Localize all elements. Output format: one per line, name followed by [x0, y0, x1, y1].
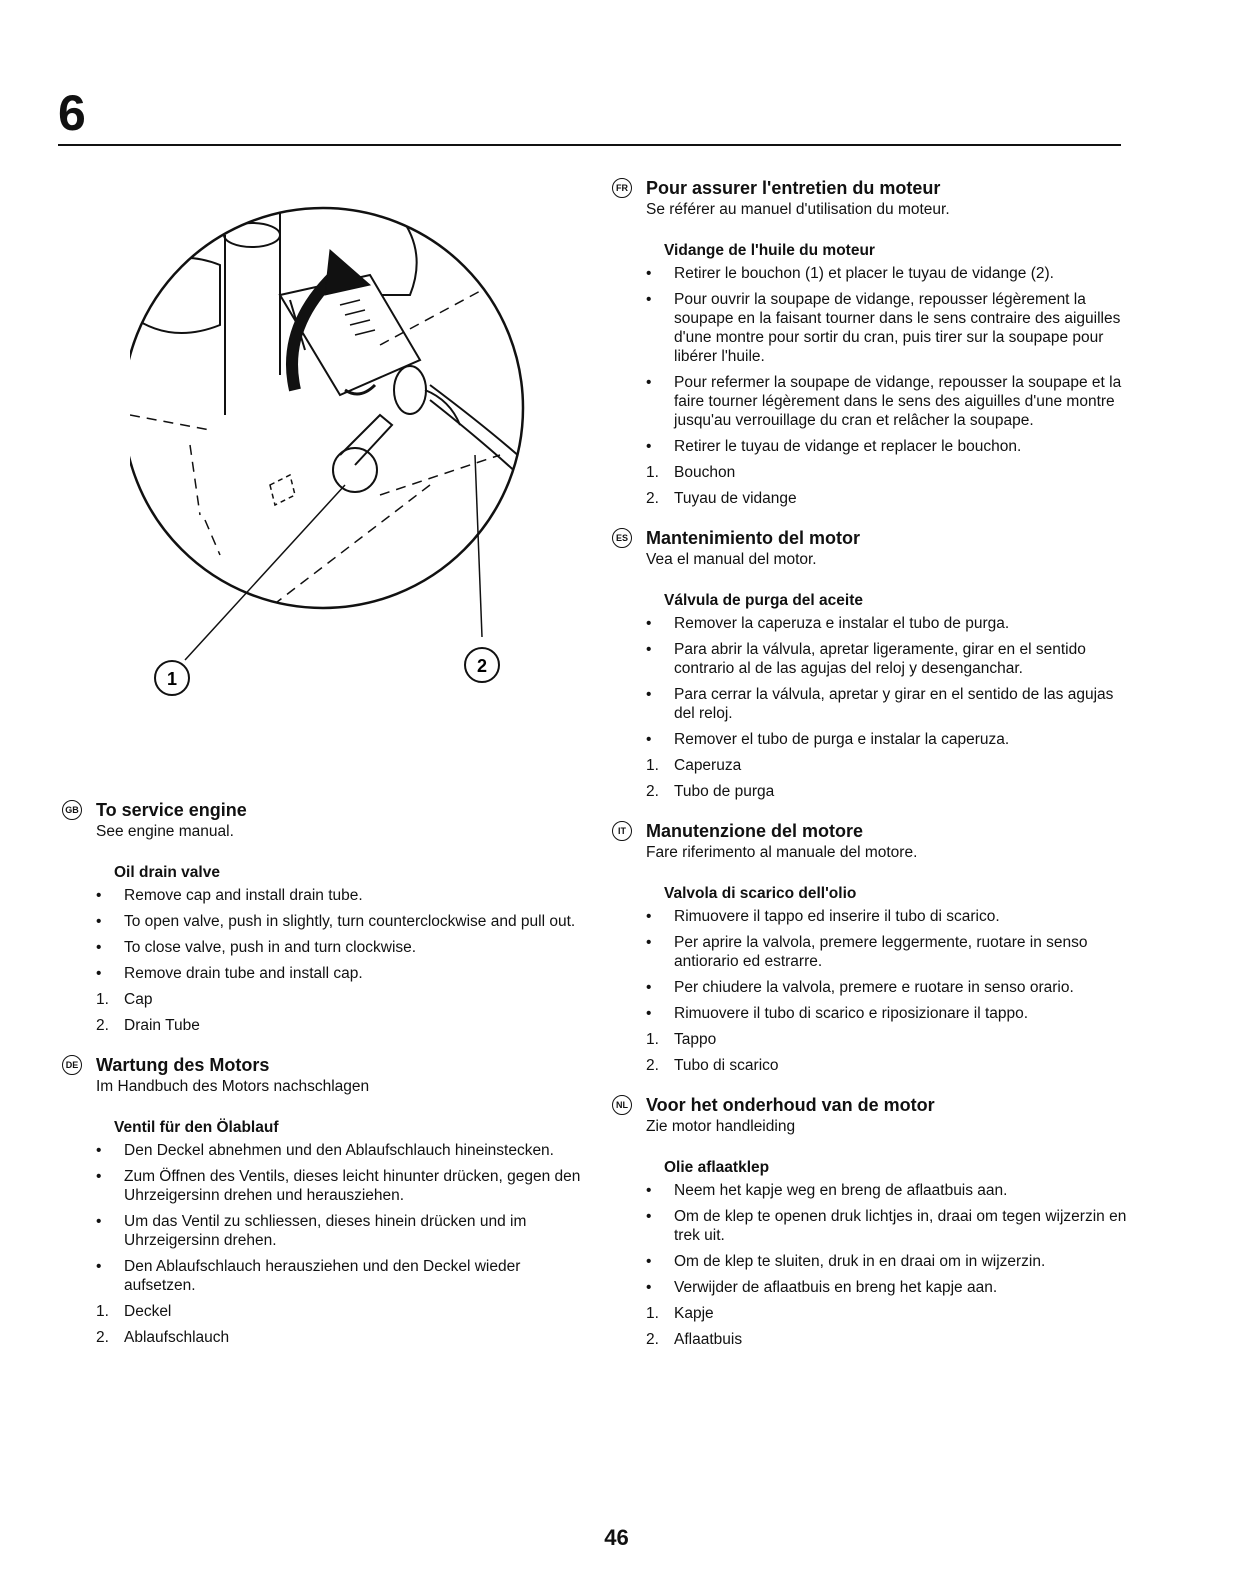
callout-2	[465, 648, 499, 682]
list-item: • Per chiudere la valvola, premere e ruotare in senso orario.	[612, 978, 1132, 997]
list-item: • Pour ouvrir la soupape de vidange, repousser légèrement la soupape en la faisant tourner dans le sens contraire des aiguilles d'une montre pour sortir du cran, puis tirer sur la soupape pour libérer l'huile.	[612, 290, 1132, 366]
subheading: Oil drain valve	[114, 864, 220, 881]
list-item: • Remover la caperuza e instalar el tubo de purga.	[612, 614, 1132, 633]
list-item: • Om de klep te openen druk lichtjes in, draai om tegen wijzerzin en trek uit.	[612, 1207, 1132, 1245]
section-title: Manutenzione del motore	[646, 820, 864, 841]
bullet-list	[612, 1181, 1132, 1297]
bullet-list	[62, 886, 582, 983]
subheading: Valvola di scarico dell'olio	[664, 885, 857, 902]
parts-list	[62, 1302, 582, 1347]
list-item: • Rimuovere il tappo ed inserire il tubo di scarico.	[612, 907, 1132, 926]
subheading: Válvula de purga del aceite	[664, 592, 863, 609]
list-item: • Retirer le tuyau de vidange et replacer le bouchon.	[612, 437, 1132, 456]
section-fr	[612, 178, 1132, 508]
bullet-list	[612, 264, 1132, 456]
list-item: • Verwijder de aflaatbuis en breng het kapje aan.	[612, 1278, 1132, 1297]
list-item: • Para cerrar la válvula, apretar y girar en el sentido de las agujas del reloj.	[612, 685, 1132, 723]
parts-list	[612, 463, 1132, 508]
list-item: 2. Ablaufschlauch	[96, 1329, 230, 1346]
section-it	[612, 821, 1132, 1075]
language-badge-it: IT	[612, 821, 632, 841]
list-item: 1. Tappo	[646, 1031, 717, 1048]
language-badge-gb: GB	[62, 800, 82, 820]
list-item: • Zum Öffnen des Ventils, dieses leicht hinunter drücken, gegen den Uhrzeigersinn drehen und herausziehen.	[62, 1167, 582, 1205]
svg-text:2: 2	[476, 656, 488, 676]
list-item: • Den Deckel abnehmen und den Ablaufschlauch hineinstecken.	[62, 1141, 582, 1160]
list-item: • To open valve, push in slightly, turn counterclockwise and pull out.	[62, 912, 582, 931]
bullet-list	[62, 1141, 582, 1295]
section-gb	[62, 800, 582, 1035]
parts-list	[62, 990, 582, 1035]
list-item: 1. Bouchon	[646, 464, 736, 481]
right-column	[612, 178, 1132, 1369]
list-item: 2. Tuyau de vidange	[646, 490, 797, 507]
list-item: • Den Ablaufschlauch herausziehen und den Deckel wieder aufsetzen.	[62, 1257, 582, 1295]
left-column	[62, 800, 582, 1367]
page-number: 46	[604, 1525, 629, 1550]
list-item: • Retirer le bouchon (1) et placer le tuyau de vidange (2).	[612, 264, 1132, 283]
section-nl	[612, 1095, 1132, 1349]
section-intro: Zie motor handleiding	[646, 1118, 796, 1135]
parts-list	[612, 1030, 1132, 1075]
list-item: 2. Drain Tube	[96, 1017, 200, 1034]
header-rule	[58, 144, 1121, 146]
svg-text:1: 1	[166, 669, 178, 689]
section-title: Pour assurer l'entretien du moteur	[646, 177, 941, 198]
section-intro: Im Handbuch des Motors nachschlagen	[96, 1078, 370, 1095]
list-item: 1. Cap	[96, 991, 153, 1008]
chapter-number: 6	[58, 85, 86, 141]
language-badge-fr: FR	[612, 178, 632, 198]
list-item: • Om de klep te sluiten, druk in en draai om in wijzerzin.	[612, 1252, 1132, 1271]
section-title: Wartung des Motors	[96, 1054, 270, 1075]
bullet-list	[612, 614, 1132, 749]
section-intro: Fare riferimento al manuale del motore.	[646, 844, 918, 861]
list-item: 2. Aflaatbuis	[646, 1331, 743, 1348]
list-item: 2. Tubo di scarico	[646, 1057, 779, 1074]
list-item: • To close valve, push in and turn clockwise.	[62, 938, 582, 957]
list-item: • Remover el tubo de purga e instalar la caperuza.	[612, 730, 1132, 749]
oil-drain-valve-illustration	[130, 185, 550, 730]
list-item: • Um das Ventil zu schliessen, dieses hinein drücken und im Uhrzeigersinn drehen.	[62, 1212, 582, 1250]
subheading: Vidange de l'huile du moteur	[664, 242, 875, 259]
section-es	[612, 528, 1132, 801]
list-item: • Neem het kapje weg en breng de aflaatbuis aan.	[612, 1181, 1132, 1200]
bullet-list	[612, 907, 1132, 1023]
list-item: • Remove cap and install drain tube.	[62, 886, 582, 905]
callout-1	[155, 661, 189, 695]
section-title: Voor het onderhoud van de motor	[646, 1094, 935, 1115]
section-intro: Vea el manual del motor.	[646, 551, 817, 568]
list-item: • Rimuovere il tubo di scarico e riposizionare il tappo.	[612, 1004, 1132, 1023]
list-item: 1. Deckel	[96, 1303, 172, 1320]
language-badge-de: DE	[62, 1055, 82, 1075]
parts-list	[612, 1304, 1132, 1349]
section-de	[62, 1055, 582, 1347]
list-item: • Para abrir la válvula, apretar ligeramente, girar en el sentido contrario al de las agujas del reloj y desenganchar.	[612, 640, 1132, 678]
section-title: Mantenimiento del motor	[646, 527, 861, 548]
section-intro: Se référer au manuel d'utilisation du moteur.	[646, 201, 950, 218]
section-intro: See engine manual.	[96, 823, 234, 840]
parts-list	[612, 756, 1132, 801]
list-item: 2. Tubo de purga	[646, 783, 775, 800]
language-badge-nl: NL	[612, 1095, 632, 1115]
list-item: 1. Caperuza	[646, 757, 742, 774]
list-item: • Remove drain tube and install cap.	[62, 964, 582, 983]
section-title: To service engine	[96, 799, 247, 820]
subheading: Ventil für den Ölablauf	[114, 1119, 279, 1136]
list-item: • Pour refermer la soupape de vidange, repousser la soupape et la faire tourner légèrement dans le sens des aiguilles d'une montre jusqu'au verrouillage du cran et relâcher la soupape.	[612, 373, 1132, 430]
list-item: 1. Kapje	[646, 1305, 714, 1322]
language-badge-es: ES	[612, 528, 632, 548]
list-item: • Per aprire la valvola, premere leggermente, ruotare in senso antiorario ed estrarre.	[612, 933, 1132, 971]
subheading: Olie aflaatklep	[664, 1159, 770, 1176]
